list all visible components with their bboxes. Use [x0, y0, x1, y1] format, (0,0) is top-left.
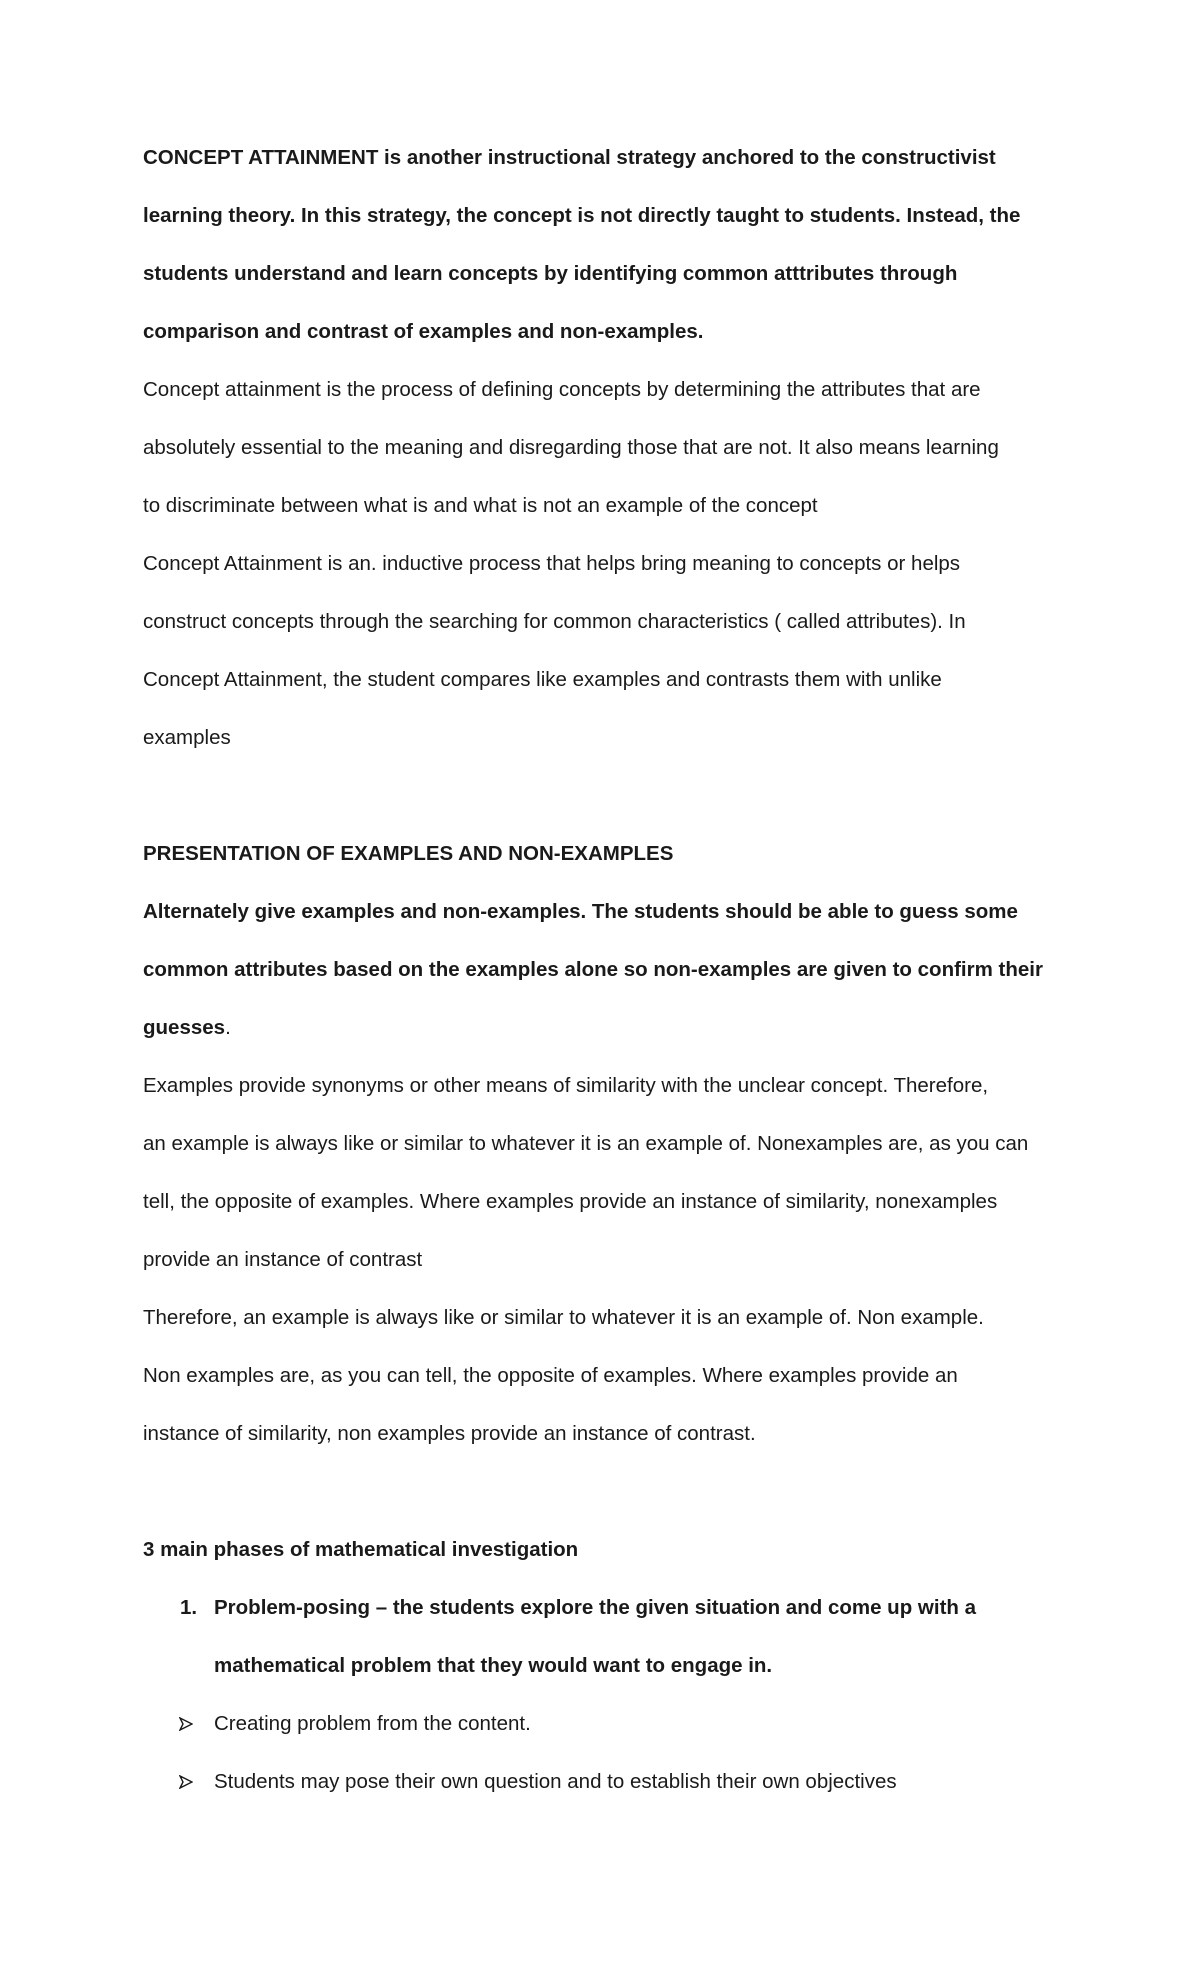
bullet-list-item — [143, 1704, 1083, 1762]
paragraph-line: Concept Attainment is an. inductive process that helps bring meaning to concepts or helps — [143, 552, 961, 575]
paragraph-line: tell, the opposite of examples. Where examples provide an instance of similarity, nonexamples — [143, 1190, 998, 1213]
numbered-list-item-continuation — [143, 1646, 1083, 1704]
paragraph-line: Non examples are, as you can tell, the opposite of examples. Where examples provide an — [143, 1364, 958, 1387]
paragraph-line: Therefore, an example is always like or similar to whatever it is an example of. Non example. — [143, 1306, 984, 1329]
paragraph-line: to discriminate between what is and what is not an example of the concept — [143, 494, 818, 517]
arrow-bullet-icon — [179, 1717, 193, 1731]
paragraph-line: instance of similarity, non examples provide an instance of contrast. — [143, 1422, 756, 1445]
trailing-period: . — [225, 1016, 231, 1039]
paragraph-line: Concept Attainment, the student compares like examples and contrasts them with unlike — [143, 668, 942, 691]
paragraph-line: Concept attainment is the process of defining concepts by determining the attributes that are — [143, 378, 981, 401]
paragraph-line: absolutely essential to the meaning and disregarding those that are not. It also means learning — [143, 436, 999, 459]
bold-paragraph-line: common attributes based on the examples alone so non-examples are given to confirm their — [143, 958, 1043, 981]
paragraph-line: provide an instance of contrast — [143, 1248, 423, 1271]
bullet-text: Creating problem from the content. — [214, 1712, 531, 1735]
bold-paragraph-last-line — [143, 1008, 1083, 1066]
paragraph-line: examples — [143, 726, 231, 749]
blank-line — [143, 776, 1083, 834]
paragraph-line: construct concepts through the searching for common characteristics ( called attributes). In — [143, 610, 966, 633]
numbered-list-item — [143, 1588, 1083, 1646]
blank-line — [143, 1472, 1083, 1530]
arrow-bullet-icon — [179, 1775, 193, 1789]
intro-bold-line: comparison and contrast of examples and non-examples. — [143, 320, 704, 343]
document-body — [143, 138, 1083, 1820]
bold-paragraph-line: Alternately give examples and non-examples. The students should be able to guess some — [143, 900, 1018, 923]
intro-bold-line: students understand and learn concepts by identifying common atttributes through — [143, 262, 958, 285]
bullet-text: Students may pose their own question and to establish their own objectives — [214, 1770, 897, 1793]
bold-word: guesses — [143, 1016, 226, 1039]
section-heading: 3 main phases of mathematical investigation — [143, 1538, 579, 1561]
paragraph-line: Examples provide synonyms or other means of similarity with the unclear concept. Therefore, — [143, 1074, 989, 1097]
intro-bold-line: learning theory. In this strategy, the concept is not directly taught to students. Instead, the — [143, 204, 1021, 227]
section-heading: PRESENTATION OF EXAMPLES AND NON-EXAMPLES — [143, 842, 674, 865]
list-number: 1. — [180, 1596, 198, 1619]
list-item-text: mathematical problem that they would want to engage in. — [214, 1654, 773, 1677]
list-item-text: Problem-posing – the students explore the given situation and come up with a — [214, 1596, 977, 1619]
bullet-list-item — [143, 1762, 1083, 1820]
intro-bold-line: CONCEPT ATTAINMENT is another instructional strategy anchored to the constructivist — [143, 146, 996, 169]
paragraph-line: an example is always like or similar to whatever it is an example of. Nonexamples are, as you can — [143, 1132, 1029, 1155]
